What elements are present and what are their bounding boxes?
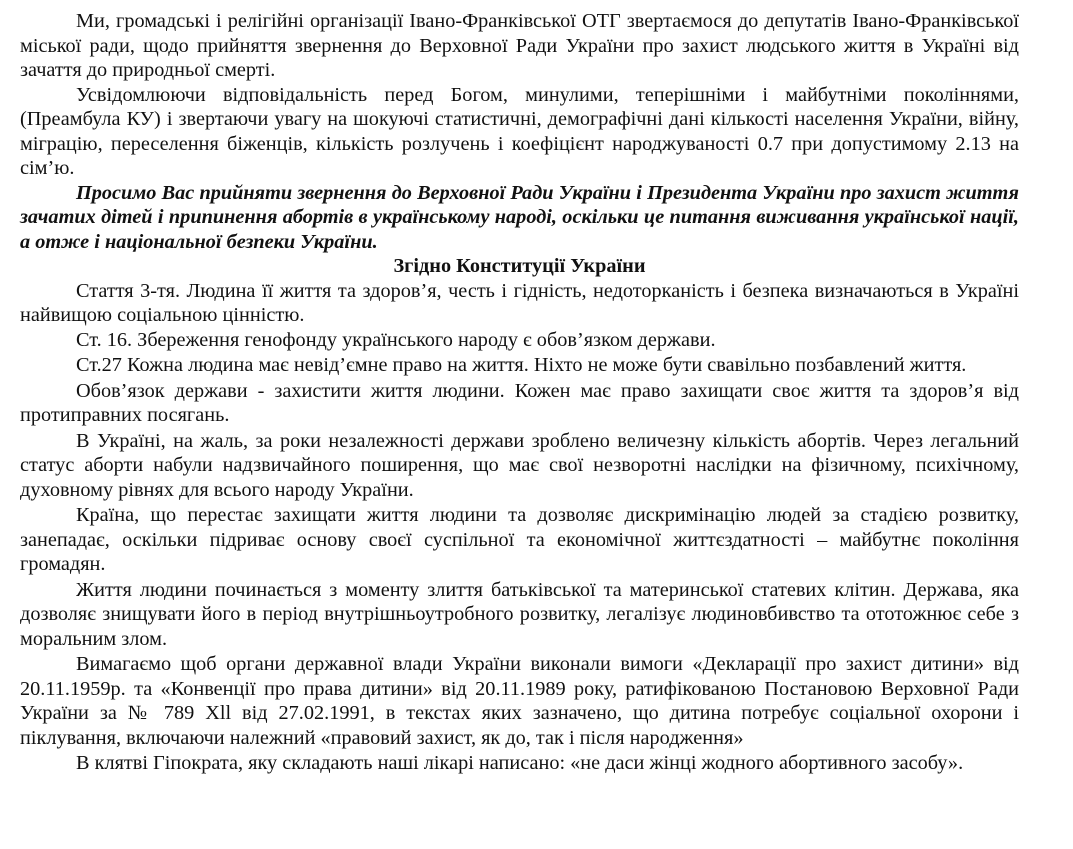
paragraph-article-16: Ст. 16. Збереження генофонду українського народу є обов’язком держави. [76, 328, 716, 351]
document-page [20, 9, 1019, 776]
paragraph-abortions-ukraine: В Україні, на жаль, за роки незалежності держави зроблено величезну кількість абортів. Через легальний статус аборти набули надзвичайного поширення, що має свої незворотні наслідки на фізичному, психічному, духовному рівнях для всього народу України. [20, 429, 1019, 501]
paragraph-responsibility: Усвідомлюючи відповідальність перед Богом, минулими, теперішніми і майбутніми поколіннями, (Преамбула КУ) і звертаючи увагу на шокуючі статистичні, демографічні дані кількості населення України, війну, міграцію, переселення біженців, кількість розлучень і коефіцієнт народжуваності 0.7 при допустимому 2.13 на сім’ю. [20, 83, 1019, 179]
paragraph-article-27: Ст.27 Кожна людина має невід’ємне право на життя. Ніхто не може бути свавільно позбавлений життя. [76, 354, 967, 376]
paragraph-article-3: Стаття 3-тя. Людина її життя та здоров’я, честь і гідність, недоторканість і безпека визначаються в Україні найвищою соціальною цінністю. [20, 279, 1019, 326]
paragraph-hippocratic-oath: В клятві Гіпократа, яку складають наші лікарі написано: «не даси жінці жодного абортивного засобу». [76, 752, 964, 774]
paragraph-life-begins: Життя людини починається з моменту злиття батьківської та материнської статевих клітин. Держава, яка дозволяє знищувати його в період внутрішньоутробного розвитку, легалізує людиновбивство та ототожнює себе з моральним злом. [20, 578, 1019, 650]
paragraph-country-decline: Країна, що перестає захищати життя людини та дозволяє дискримінацію людей за стадією розвитку, занепадає, оскільки підриває основу своєї суспільної та економічної життєздатності – майбутнє покоління громадян. [20, 504, 1019, 575]
paragraph-demands: Вимагаємо щоб органи державної влади України виконали вимоги «Декларації про захист дитини» від 20.11.1959р. та «Конвенції про права дитини» від 20.11.1989 року, ратифікованою Постановою Верховної Ради України за № 789 Xll від 27.02.1991, в текстах яких зазначено, що дитина потребує соціальної охорони і піклування, включаючи належний «правовий захист, як до, так і після народження» [20, 653, 1019, 749]
paragraph-appeal-intro: Ми, громадські і релігійні організації Івано-Франківської ОТГ звертаємося до депутатів Івано-Франківської міської ради, щодо прийняття звернення до Верховної Ради України про захист людського життя в Україні від зачаття до природньої смерті. [20, 10, 1019, 81]
paragraph-state-duty: Обов’язок держави - захистити життя людини. Кожен має право захищати своє життя та здоров’я від протиправних посягань. [20, 379, 1019, 426]
paragraph-request: Просимо Вас прийняти звернення до Верховної Ради України і Президента України про захист життя зачатих дітей і припинення абортів в українському народі, оскільки це питання виживання української нації, а отже і національної безпеки України. [20, 181, 1019, 253]
section-heading-constitution: Згідно Конституції України [393, 255, 646, 277]
